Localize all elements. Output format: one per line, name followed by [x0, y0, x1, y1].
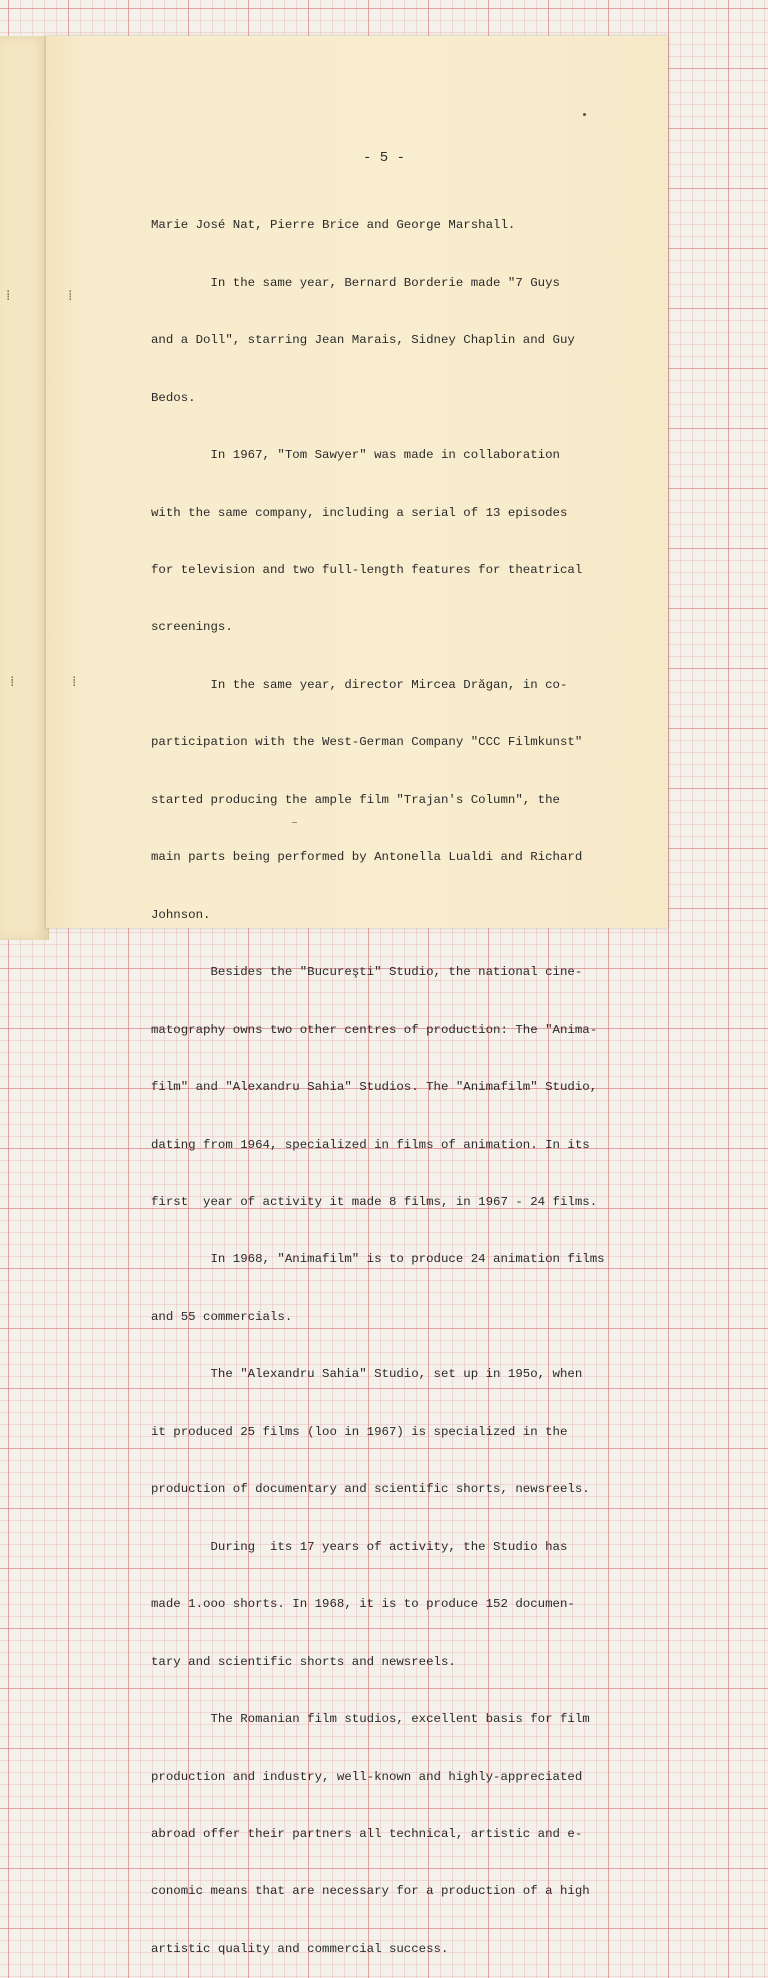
page-number: - 5 -: [362, 150, 405, 166]
text-line: In 1967, "Tom Sawyer" was made in collaboration: [151, 448, 560, 463]
text-line: dating from 1964, specialized in films of animation. In its: [151, 1137, 590, 1152]
text-line: The "Alexandru Sahia" Studio, set up in 195o, when: [151, 1367, 583, 1382]
text-line: screenings.: [151, 620, 233, 635]
text-line: Besides the "Bucureşti" Studio, the national cine-: [151, 965, 583, 980]
text-line: made 1.ooo shorts. In 1968, it is to produce 152 documen-: [151, 1597, 575, 1612]
text-line: In the same year, director Mircea Drăgan, in co-: [151, 677, 568, 692]
text-line: Bedos.: [151, 390, 196, 405]
text-line: production of documentary and scientific shorts, newsreels.: [151, 1482, 590, 1497]
text-line: it produced 25 films (loo in 1967) is specialized in the: [151, 1424, 568, 1439]
text-line: participation with the West-German Company "CCC Filmkunst": [151, 735, 583, 750]
underlying-page: [0, 36, 49, 940]
document-body-text: [151, 178, 671, 1978]
binding-hole-mark: ⁞: [6, 288, 10, 304]
text-line: artistic quality and commercial success.: [151, 1941, 449, 1956]
text-line: Marie José Nat, Pierre Brice and George Marshall.: [151, 218, 516, 233]
text-line: In 1968, "Animafilm" is to produce 24 animation films: [151, 1252, 605, 1267]
paper-speck: [583, 113, 586, 116]
text-line: production and industry, well-known and highly-appreciated: [151, 1769, 583, 1784]
text-line: started producing the ample film "Trajan's Column", the: [151, 792, 560, 807]
text-line: and 55 commercials.: [151, 1309, 293, 1324]
text-line: In the same year, Bernard Borderie made "7 Guys: [151, 275, 560, 290]
text-line: and a Doll", starring Jean Marais, Sidney Chaplin and Guy: [151, 333, 575, 348]
text-line: conomic means that are necessary for a production of a high: [151, 1884, 590, 1899]
text-line: During its 17 years of activity, the Studio has: [151, 1539, 568, 1554]
text-line: for television and two full-length features for theatrical: [151, 563, 583, 578]
text-line: tary and scientific shorts and newsreels.: [151, 1654, 456, 1669]
text-line: matography owns two other centres of production: The "Anima-: [151, 1022, 598, 1037]
binding-hole-mark: ⁞: [68, 288, 72, 304]
text-line: with the same company, including a serial of 13 episodes: [151, 505, 568, 520]
text-line: The Romanian film studios, excellent basis for film: [151, 1712, 590, 1727]
text-line: Johnson.: [151, 907, 211, 922]
binding-hole-mark: ⁞: [10, 674, 14, 690]
text-line: film" and "Alexandru Sahia" Studios. The "Animafilm" Studio,: [151, 1080, 598, 1095]
binding-hole-mark: ⁞: [72, 674, 76, 690]
text-line: main parts being performed by Antonella Lualdi and Richard: [151, 850, 583, 865]
text-line: abroad offer their partners all technical, artistic and e-: [151, 1827, 583, 1841]
text-line: first year of activity it made 8 films, in 1967 - 24 films.: [151, 1195, 598, 1210]
